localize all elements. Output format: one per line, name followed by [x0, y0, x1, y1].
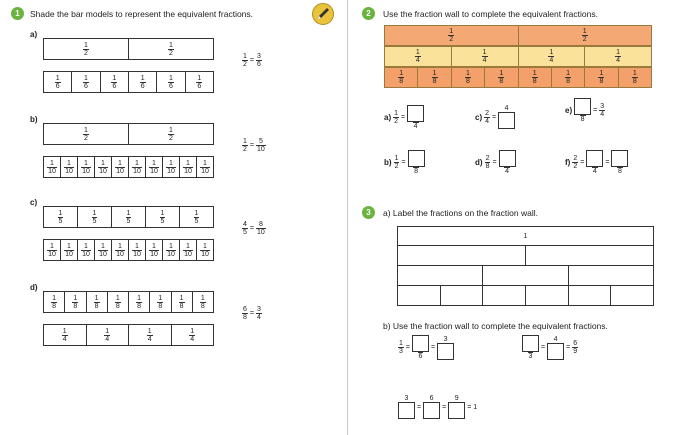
bar-segment[interactable] — [44, 207, 78, 227]
bar-segment[interactable] — [112, 157, 129, 177]
segment-fraction: $\frac{1}{10}$ — [48, 242, 56, 258]
segment-fraction: $\frac{1}{4}$ — [105, 327, 110, 343]
answer-box[interactable] — [412, 335, 429, 352]
wall-cell-fraction: $\frac{1}{8}$ — [465, 70, 470, 85]
segment-fraction: $\frac{1}{6}$ — [169, 74, 173, 90]
segment-fraction: $\frac{1}{2}$ — [84, 41, 88, 57]
answer-fraction: 6 — [412, 335, 429, 360]
answer-box[interactable] — [398, 402, 415, 419]
question-3a-title: a) Label the fractions on the fraction wall. — [383, 208, 538, 218]
segment-fraction: $\frac{1}{10}$ — [133, 159, 141, 175]
page-divider — [347, 0, 348, 435]
whole-one: 1 — [473, 403, 478, 411]
wall-cell-fraction: $\frac{1}{4}$ — [482, 49, 487, 64]
wall-cell-fraction: $\frac{1}{2}$ — [449, 28, 454, 43]
bar-segment[interactable] — [157, 72, 185, 92]
answer-fraction: 3 — [398, 395, 415, 419]
wall-cell-fraction: $\frac{1}{8}$ — [566, 70, 571, 85]
empty-wall-cell[interactable] — [482, 265, 568, 286]
wall-cell-quarters — [451, 46, 519, 67]
answer-fraction: 8 — [611, 150, 628, 175]
bar-segment[interactable] — [146, 240, 163, 260]
segment-fraction: $\frac{1}{10}$ — [201, 159, 209, 175]
segment-fraction: $\frac{1}{4}$ — [190, 327, 195, 343]
segment-fraction: $\frac{1}{8}$ — [94, 294, 99, 310]
bar-model[interactable] — [43, 156, 214, 178]
answer-box[interactable] — [437, 343, 454, 360]
question-1-badge: 1 — [11, 7, 24, 20]
fraction-wall — [384, 25, 652, 88]
segment-fraction: $\frac{1}{8}$ — [179, 294, 184, 310]
segment-fraction: $\frac{1}{8}$ — [158, 294, 163, 310]
answer-box[interactable] — [499, 150, 516, 167]
wall-cell-quarters — [518, 46, 586, 67]
bar-model[interactable] — [43, 123, 214, 145]
bar-segment[interactable] — [146, 207, 180, 227]
segment-fraction: $\frac{1}{6}$ — [55, 74, 60, 90]
fraction: $\frac{1}{3}$ — [399, 340, 403, 355]
question-3-badge: 3 — [362, 206, 375, 219]
empty-wall-cell[interactable] — [525, 285, 569, 306]
segment-fraction: $\frac{1}{10}$ — [167, 242, 175, 258]
q1-equivalence: $\frac{6}{8}$ = $\frac{3}{4}$ — [243, 306, 261, 321]
q3b-item-1: $\frac{1}{3}$ = 6 = 3 — [398, 335, 454, 360]
wall-row-eighths — [384, 67, 652, 88]
empty-wall-row-3 — [397, 266, 654, 286]
segment-fraction: $\frac{1}{6}$ — [112, 74, 117, 90]
wall-cell-fraction: $\frac{1}{4}$ — [549, 49, 554, 64]
wall-cell-fraction: $\frac{1}{8}$ — [532, 70, 537, 85]
question-1-title: Shade the bar models to represent the equivalent fractions. — [30, 9, 254, 19]
empty-wall-cell[interactable] — [568, 265, 654, 286]
segment-fraction: $\frac{1}{10}$ — [184, 159, 192, 175]
wall-cell-eighths — [417, 67, 451, 88]
bar-segment[interactable] — [129, 124, 213, 144]
segment-fraction: $\frac{1}{10}$ — [133, 242, 141, 258]
wall-cell-eighths — [384, 67, 418, 88]
fraction: $\frac{3}{4}$ — [600, 103, 605, 118]
q1-part-label: d) — [30, 283, 38, 292]
wall-cell-fraction: $\frac{1}{8}$ — [632, 70, 637, 85]
bar-segment[interactable] — [172, 292, 193, 312]
bar-segment[interactable] — [180, 157, 197, 177]
segment-fraction: $\frac{1}{10}$ — [184, 242, 192, 258]
q1-equivalence: $\frac{4}{5}$ = $\frac{8}{10}$ — [243, 221, 265, 236]
fraction: $\frac{2}{2}$ — [573, 155, 578, 170]
q2-item-e-label: e) — [565, 106, 573, 115]
bar-segment[interactable] — [87, 292, 108, 312]
empty-wall-cell[interactable] — [482, 285, 526, 306]
segment-fraction: $\frac{1}{10}$ — [116, 242, 124, 258]
wall-cell-fraction: $\frac{1}{4}$ — [415, 49, 420, 64]
answer-box[interactable] — [407, 105, 424, 122]
segment-fraction: $\frac{1}{10}$ — [167, 159, 175, 175]
bar-model[interactable] — [43, 38, 214, 60]
fraction: $\frac{3}{6}$ — [257, 53, 261, 68]
segment-fraction: $\frac{1}{10}$ — [48, 159, 56, 175]
question-2-badge: 2 — [362, 7, 375, 20]
segment-fraction: $\frac{1}{4}$ — [62, 327, 67, 343]
q2-item-f: f) $\frac{2}{2}$ = 4 = 8 — [565, 150, 628, 175]
segment-fraction: $\frac{1}{5}$ — [126, 209, 131, 225]
empty-wall-cell[interactable] — [397, 245, 526, 266]
q1-part-label: a) — [30, 30, 38, 39]
bar-segment[interactable] — [44, 325, 87, 345]
bar-segment[interactable] — [44, 72, 72, 92]
bar-segment[interactable] — [44, 124, 129, 144]
answer-box[interactable] — [408, 150, 425, 167]
answer-fraction: 6 — [423, 395, 440, 419]
wall-cell-fraction: $\frac{1}{2}$ — [582, 28, 587, 43]
wall-cell-eighths — [618, 67, 652, 88]
empty-wall-cell[interactable] — [610, 285, 654, 306]
answer-fraction: 8 — [574, 98, 591, 123]
bar-segment[interactable] — [61, 240, 78, 260]
q2-item-e: e) 8 = $\frac{3}{4}$ — [565, 98, 605, 123]
segment-fraction: $\frac{1}{5}$ — [160, 209, 165, 225]
wall-cell-fraction: $\frac{1}{4}$ — [616, 49, 621, 64]
answer-fraction: 4 — [498, 105, 515, 129]
bar-segment[interactable] — [180, 240, 197, 260]
segment-fraction: $\frac{1}{10}$ — [82, 159, 90, 175]
answer-fraction: 9 — [448, 395, 465, 419]
bar-segment[interactable] — [44, 157, 61, 177]
answer-fraction: 3 — [522, 335, 539, 360]
bar-segment[interactable] — [112, 207, 146, 227]
bar-segment[interactable] — [87, 325, 130, 345]
q2-item-d: d) $\frac{2}{8}$ = 4 — [475, 150, 516, 175]
answer-box[interactable] — [586, 150, 603, 167]
fraction: $\frac{2}{8}$ — [485, 155, 490, 170]
bar-segment[interactable] — [78, 240, 95, 260]
answer-box[interactable] — [522, 335, 539, 352]
bar-segment[interactable] — [129, 325, 172, 345]
answer-fraction: 4 — [499, 150, 516, 175]
segment-fraction: $\frac{1}{10}$ — [201, 242, 209, 258]
segment-fraction: $\frac{1}{2}$ — [84, 126, 88, 142]
empty-wall-row-2 — [397, 246, 654, 266]
fraction: $\frac{6}{9}$ — [573, 340, 578, 355]
answer-fraction: 3 — [437, 336, 454, 360]
empty-wall-cell[interactable] — [397, 285, 441, 306]
answer-box[interactable] — [574, 98, 591, 115]
q1-equivalence: $\frac{1}{2}$ = $\frac{3}{6}$ — [243, 53, 261, 68]
q2-item-c-label: c) — [475, 112, 483, 122]
segment-fraction: $\frac{1}{2}$ — [169, 41, 173, 57]
q2-item-b-label: b) — [384, 158, 392, 167]
answer-box[interactable] — [547, 343, 564, 360]
segment-fraction: $\frac{1}{6}$ — [140, 74, 145, 90]
q1-part-label: c) — [30, 198, 38, 207]
segment-fraction: $\frac{1}{10}$ — [99, 159, 107, 175]
segment-fraction: $\frac{1}{10}$ — [65, 159, 73, 175]
wall-cell-fraction: $\frac{1}{8}$ — [399, 70, 404, 85]
wall-cell-fraction: $\frac{1}{8}$ — [499, 70, 504, 85]
bar-segment[interactable] — [78, 157, 95, 177]
bar-segment[interactable] — [163, 240, 180, 260]
segment-fraction: $\frac{1}{8}$ — [200, 294, 205, 310]
wall-row-halves — [384, 25, 652, 46]
q2-item-c: c) $\frac{2}{4}$ = 4 — [475, 105, 515, 129]
empty-wall-row-4 — [397, 286, 654, 306]
bar-segment[interactable] — [44, 292, 65, 312]
bar-segment[interactable] — [108, 292, 129, 312]
bar-model[interactable] — [43, 291, 214, 313]
empty-wall-whole: 1 — [397, 226, 654, 246]
bar-segment[interactable] — [129, 157, 146, 177]
bar-segment[interactable] — [197, 240, 213, 260]
bar-segment[interactable] — [129, 72, 157, 92]
wall-cell-eighths — [484, 67, 518, 88]
fraction: $\frac{8}{10}$ — [257, 221, 265, 236]
answer-box[interactable] — [611, 150, 628, 167]
bar-model[interactable] — [43, 206, 214, 228]
wall-cell-halves — [518, 25, 653, 46]
bar-model[interactable] — [43, 239, 214, 261]
bar-segment[interactable] — [44, 240, 61, 260]
segment-fraction: $\frac{1}{8}$ — [73, 294, 78, 310]
bar-segment[interactable] — [72, 72, 100, 92]
bar-segment[interactable] — [197, 157, 213, 177]
question-3b-title: b) Use the fraction wall to complete the equivalent fractions. — [383, 321, 608, 331]
answer-fraction: 4 — [586, 150, 603, 175]
wall-cell-eighths — [451, 67, 485, 88]
segment-fraction: $\frac{1}{5}$ — [92, 209, 97, 225]
answer-box[interactable] — [448, 402, 465, 419]
bar-segment[interactable] — [65, 292, 86, 312]
segment-fraction: $\frac{1}{10}$ — [150, 242, 158, 258]
segment-fraction: $\frac{1}{10}$ — [99, 242, 107, 258]
segment-fraction: $\frac{1}{5}$ — [194, 209, 199, 225]
bar-segment[interactable] — [95, 157, 112, 177]
segment-fraction: $\frac{1}{10}$ — [65, 242, 73, 258]
fraction: $\frac{5}{10}$ — [257, 138, 265, 153]
answer-fraction: 4 — [547, 336, 564, 360]
bar-segment[interactable] — [112, 240, 129, 260]
fraction: $\frac{1}{2}$ — [394, 110, 399, 125]
wall-cell-fraction: $\frac{1}{8}$ — [432, 70, 437, 85]
bar-segment[interactable] — [180, 207, 213, 227]
q1-part-label: b) — [30, 115, 38, 124]
wall-cell-eighths — [518, 67, 552, 88]
segment-fraction: $\frac{1}{2}$ — [169, 126, 173, 142]
q2-item-d-label: d) — [475, 158, 483, 167]
empty-wall-cell[interactable] — [440, 285, 484, 306]
bar-segment[interactable] — [61, 157, 78, 177]
segment-fraction: $\frac{1}{10}$ — [150, 159, 158, 175]
q2-item-f-label: f) — [565, 158, 571, 167]
wall-cell-quarters — [384, 46, 452, 67]
fraction: $\frac{6}{8}$ — [243, 306, 247, 321]
bar-segment[interactable] — [172, 325, 214, 345]
bar-segment[interactable] — [150, 292, 171, 312]
q2-item-b: b) $\frac{1}{2}$ = 8 — [384, 150, 425, 175]
q2-item-a-label: a) — [384, 113, 392, 122]
bar-segment[interactable] — [129, 292, 150, 312]
q2-item-a: a) $\frac{1}{2}$ = 4 — [384, 105, 424, 130]
bar-segment[interactable] — [163, 157, 180, 177]
pencil-icon — [312, 3, 334, 25]
empty-wall-cell[interactable] — [397, 265, 483, 286]
segment-fraction: $\frac{1}{5}$ — [58, 209, 63, 225]
wall-cell-eighths — [551, 67, 585, 88]
fraction: $\frac{1}{2}$ — [243, 53, 247, 68]
q1-equivalence: $\frac{1}{2}$ = $\frac{5}{10}$ — [243, 138, 265, 153]
segment-fraction: $\frac{1}{8}$ — [115, 294, 120, 310]
bar-segment[interactable] — [129, 39, 213, 59]
segment-fraction: $\frac{1}{4}$ — [147, 327, 152, 343]
segment-fraction: $\frac{1}{8}$ — [52, 294, 57, 310]
fraction: $\frac{2}{4}$ — [485, 109, 490, 125]
answer-fraction: 8 — [408, 150, 425, 175]
answer-fraction: 4 — [407, 105, 424, 130]
fraction: $\frac{3}{4}$ — [257, 306, 261, 321]
bar-segment[interactable] — [193, 292, 213, 312]
answer-box[interactable] — [498, 112, 515, 129]
segment-fraction: $\frac{1}{6}$ — [197, 74, 202, 90]
wall-cell-quarters — [584, 46, 652, 67]
fraction: $\frac{1}{2}$ — [394, 155, 399, 170]
answer-box[interactable] — [423, 402, 440, 419]
wall-cell-eighths — [584, 67, 618, 88]
bar-segment[interactable] — [146, 157, 163, 177]
fraction: $\frac{1}{2}$ — [243, 138, 247, 153]
question-2-title: Use the fraction wall to complete the equivalent fractions. — [383, 9, 598, 19]
empty-wall-row-whole — [397, 226, 654, 246]
q3b-item-3: 3 = 6 = 9 = 1 — [398, 395, 477, 419]
bar-segment[interactable] — [95, 240, 112, 260]
bar-model[interactable] — [43, 71, 214, 93]
segment-fraction: $\frac{1}{6}$ — [84, 74, 88, 90]
bar-segment[interactable] — [186, 72, 213, 92]
bar-segment[interactable] — [78, 207, 112, 227]
q3b-item-2: 3 = 4 = $\frac{6}{9}$ — [522, 335, 578, 360]
bar-segment[interactable] — [101, 72, 129, 92]
empty-fraction-wall — [397, 226, 654, 306]
wall-cell-fraction: $\frac{1}{8}$ — [599, 70, 604, 85]
fraction: $\frac{4}{5}$ — [243, 221, 247, 236]
bar-segment[interactable] — [129, 240, 146, 260]
empty-wall-cell[interactable] — [568, 285, 612, 306]
bar-segment[interactable] — [44, 39, 129, 59]
empty-wall-cell[interactable] — [525, 245, 654, 266]
segment-fraction: $\frac{1}{8}$ — [137, 294, 142, 310]
segment-fraction: $\frac{1}{10}$ — [82, 242, 90, 258]
segment-fraction: $\frac{1}{10}$ — [116, 159, 124, 175]
bar-model[interactable] — [43, 324, 214, 346]
wall-cell-halves — [384, 25, 519, 46]
wall-row-quarters — [384, 46, 652, 67]
